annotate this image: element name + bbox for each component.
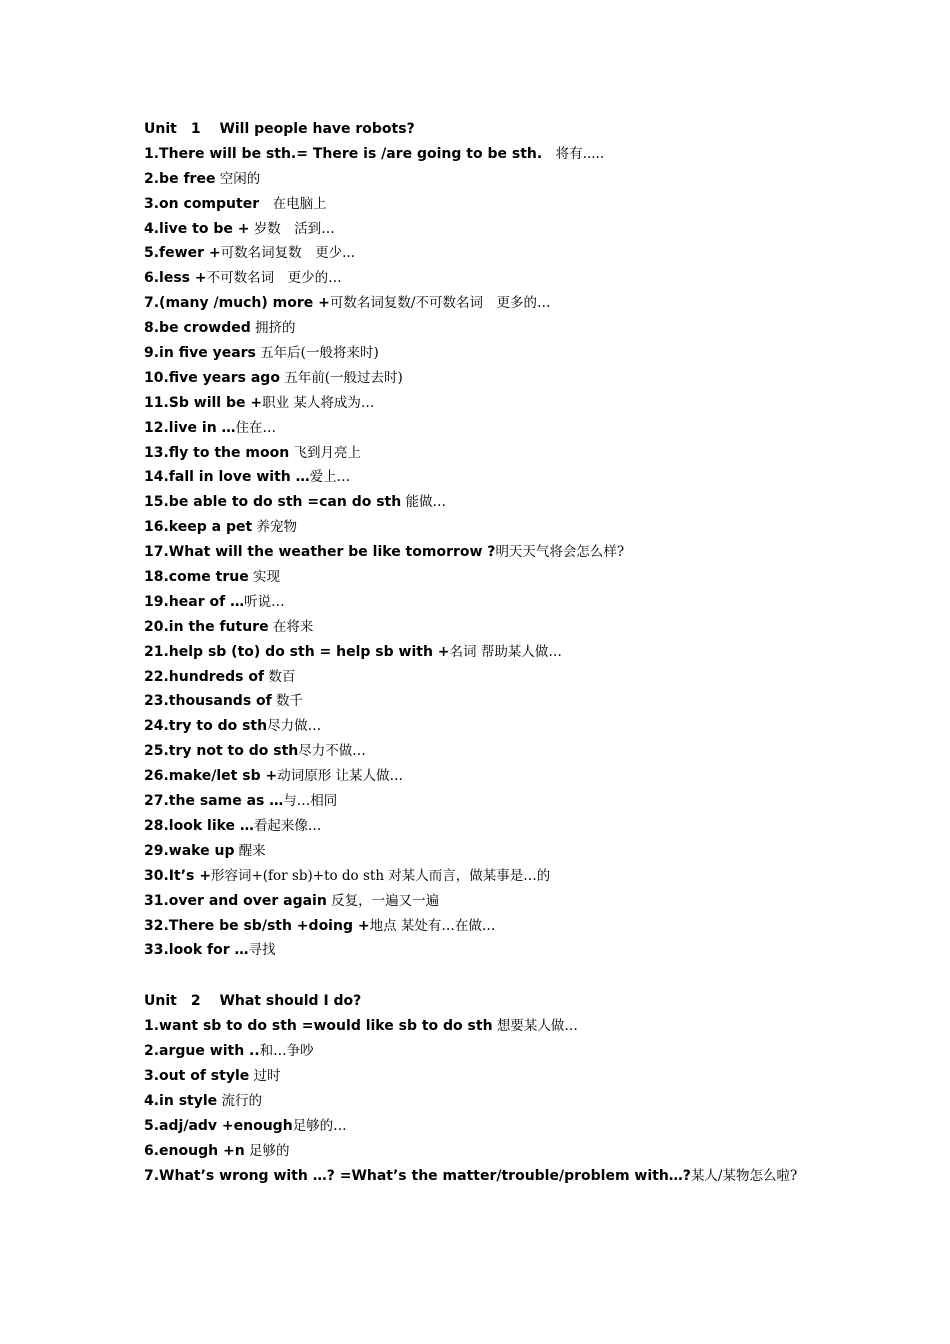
- phrase-item: [144, 316, 814, 341]
- phrase-english: 19.hear of …: [144, 593, 245, 610]
- phrase-chinese: 尽力不做…: [298, 743, 366, 760]
- unit-heading: [144, 989, 814, 1014]
- phrase-english: 3.out of style: [144, 1067, 250, 1084]
- phrase-item: [144, 814, 814, 839]
- unit-title: Unit 1 Will people have robots?: [144, 121, 415, 137]
- phrase-chinese: 看起来像…: [253, 817, 322, 834]
- phrase-chinese: 某人/某物怎么啦?: [690, 1167, 798, 1184]
- phrase-english: 16.keep a pet: [144, 519, 253, 536]
- phrase-english: 12.live in …: [144, 419, 236, 436]
- phrase-item: [144, 167, 814, 192]
- phrase-item: [144, 1114, 814, 1139]
- phrase-chinese: 反复，一遍又一遍: [326, 892, 440, 909]
- phrase-chinese: 能做…: [401, 494, 447, 511]
- phrase-english: 11.Sb will be +: [144, 394, 263, 411]
- phrase-english: 10.five years ago: [144, 369, 280, 386]
- phrase-chinese: 与…相同: [283, 793, 338, 810]
- phrase-item: [144, 416, 814, 441]
- phrase-chinese: 实现: [248, 569, 281, 586]
- phrase-item: [144, 1064, 814, 1089]
- phrase-english: 21.help sb (to) do sth = help sb with +: [144, 643, 450, 660]
- phrase-english: 29.wake up: [144, 842, 235, 859]
- phrase-item: [144, 217, 814, 242]
- phrase-chinese: 足够的…: [292, 1117, 347, 1134]
- phrase-chinese: 飞到月亮上: [289, 444, 361, 461]
- unit1-list: [144, 142, 814, 963]
- phrase-english: 5.fewer +: [144, 245, 221, 262]
- phrase-english: 18.come true: [144, 569, 249, 586]
- phrase-item: [144, 515, 814, 540]
- phrase-chinese: 寻找: [248, 942, 276, 959]
- phrase-item: [144, 938, 814, 963]
- section-gap: [144, 963, 814, 989]
- phrase-item: [144, 266, 814, 291]
- phrase-chinese: 听说…: [244, 593, 285, 610]
- phrase-item: [144, 590, 814, 615]
- phrase-english: 4.in style: [144, 1092, 218, 1109]
- phrase-chinese: 可数名词复数/不可数名词 更多的…: [329, 295, 551, 312]
- phrase-item: [144, 142, 814, 167]
- phrase-english: 17.What will the weather be like tomorrow ?: [144, 544, 496, 561]
- phrase-item: [144, 839, 814, 864]
- phrase-english: 22.hundreds of: [144, 668, 265, 685]
- phrase-item: [144, 565, 814, 590]
- phrase-english: 1.want sb to do sth =would like sb to do sth: [144, 1018, 493, 1035]
- phrase-english: 2.be free: [144, 170, 216, 187]
- phrase-english: 24.try to do sth: [144, 718, 268, 735]
- phrase-chinese: 流行的: [217, 1092, 262, 1109]
- phrase-chinese: 养宠物: [252, 519, 297, 536]
- phrase-item: [144, 764, 814, 789]
- phrase-english: 32.There be sb/sth +doing +: [144, 917, 370, 934]
- phrase-english: 20.in the future: [144, 618, 269, 635]
- phrase-item: [144, 689, 814, 714]
- phrase-chinese: 爱上…: [309, 469, 351, 486]
- phrase-english: 8.be crowded: [144, 320, 251, 337]
- phrase-item: [144, 391, 814, 416]
- phrase-item: [144, 441, 814, 466]
- phrase-english: 6.less +: [144, 270, 207, 287]
- phrase-chinese: 空闲的: [215, 170, 261, 187]
- phrase-item: [144, 889, 814, 914]
- phrase-english: 14.fall in love with …: [144, 469, 310, 486]
- phrase-english: 15.be able to do sth =can do sth: [144, 494, 402, 511]
- phrase-item: [144, 192, 814, 217]
- phrase-english: 23.thousands of: [144, 693, 272, 710]
- phrase-english: 27.the same as …: [144, 793, 284, 810]
- phrase-chinese: 形容词+(for sb)+to do sth 对某人而言，做某事是…的: [210, 867, 551, 884]
- phrase-item: [144, 864, 814, 889]
- phrase-english: 7.What’s wrong with …? =What’s the matter/trouble/problem with…?: [144, 1167, 691, 1184]
- phrase-chinese: 五年后(一般将来时): [255, 345, 379, 362]
- phrase-chinese: 在将来: [268, 618, 314, 635]
- phrase-item: [144, 1014, 814, 1039]
- phrase-chinese: 将有.....: [542, 145, 605, 162]
- phrase-chinese: 住在…: [235, 419, 277, 436]
- phrase-english: 9.in five years: [144, 345, 256, 362]
- unit2-list: [144, 1014, 814, 1188]
- phrase-english: 7.(many /much) more +: [144, 295, 330, 312]
- phrase-english: 31.over and over again: [144, 892, 327, 909]
- phrase-item: [144, 640, 814, 665]
- phrase-item: [144, 1164, 814, 1189]
- phrase-item: [144, 739, 814, 764]
- phrase-chinese: 数百: [264, 668, 296, 685]
- unit-title: Unit 2 What should I do?: [144, 993, 362, 1010]
- phrase-item: [144, 291, 814, 316]
- phrase-item: [144, 1139, 814, 1164]
- phrase-chinese: 动词原形 让某人做…: [277, 768, 403, 785]
- phrase-english: 5.adj/adv +enough: [144, 1117, 293, 1134]
- phrase-item: [144, 366, 814, 391]
- phrase-english: 2.argue with ..: [144, 1043, 260, 1060]
- phrase-item: [144, 789, 814, 814]
- phrase-item: [144, 914, 814, 939]
- phrase-item: [144, 241, 814, 266]
- phrase-item: [144, 1089, 814, 1114]
- phrase-chinese: 和…争吵: [259, 1043, 314, 1060]
- phrase-chinese: 过时: [249, 1067, 281, 1084]
- phrase-chinese: 名词 帮助某人做…: [449, 643, 562, 660]
- phrase-english: 33.look for …: [144, 942, 249, 959]
- phrase-chinese: 地点 某处有…在做…: [369, 917, 496, 934]
- phrase-english: 25.try not to do sth: [144, 743, 299, 760]
- phrase-chinese: 职业 某人将成为…: [262, 394, 375, 411]
- phrase-chinese: 明天天气将会怎么样?: [495, 544, 625, 561]
- phrase-item: [144, 714, 814, 739]
- document-content: [144, 117, 814, 1188]
- phrase-chinese: 可数名词复数 更少...: [220, 245, 355, 262]
- phrase-chinese: 岁数 活到…: [249, 220, 335, 237]
- phrase-english: 13.fly to the moon: [144, 444, 290, 461]
- phrase-english: 28.look like …: [144, 817, 254, 834]
- phrase-english: 30.It’s +: [144, 867, 211, 884]
- phrase-english: 6.enough +n: [144, 1142, 245, 1159]
- phrase-english: 4.live to be +: [144, 220, 250, 237]
- phrase-english: 3.on computer: [144, 195, 260, 212]
- phrase-chinese: 尽力做…: [267, 718, 322, 735]
- phrase-chinese: 五年前(一般过去时): [279, 369, 403, 386]
- phrase-chinese: 想要某人做…: [492, 1018, 578, 1035]
- phrase-chinese: 数千: [271, 693, 304, 710]
- phrase-item: [144, 665, 814, 690]
- phrase-item: [144, 341, 814, 366]
- phrase-item: [144, 615, 814, 640]
- phrase-chinese: 在电脑上: [259, 195, 327, 212]
- phrase-english: 26.make/let sb +: [144, 768, 278, 785]
- phrase-chinese: 不可数名词 更少的…: [206, 270, 342, 287]
- phrase-item: [144, 490, 814, 515]
- phrase-item: [144, 465, 814, 490]
- unit-heading: [144, 117, 814, 142]
- phrase-item: [144, 1039, 814, 1064]
- phrase-english: 1.There will be sth.= There is /are going to be sth.: [144, 145, 543, 162]
- phrase-item: [144, 540, 814, 565]
- phrase-chinese: 拥挤的: [250, 320, 296, 337]
- phrase-chinese: 醒来: [234, 842, 266, 859]
- phrase-chinese: 足够的: [244, 1142, 290, 1159]
